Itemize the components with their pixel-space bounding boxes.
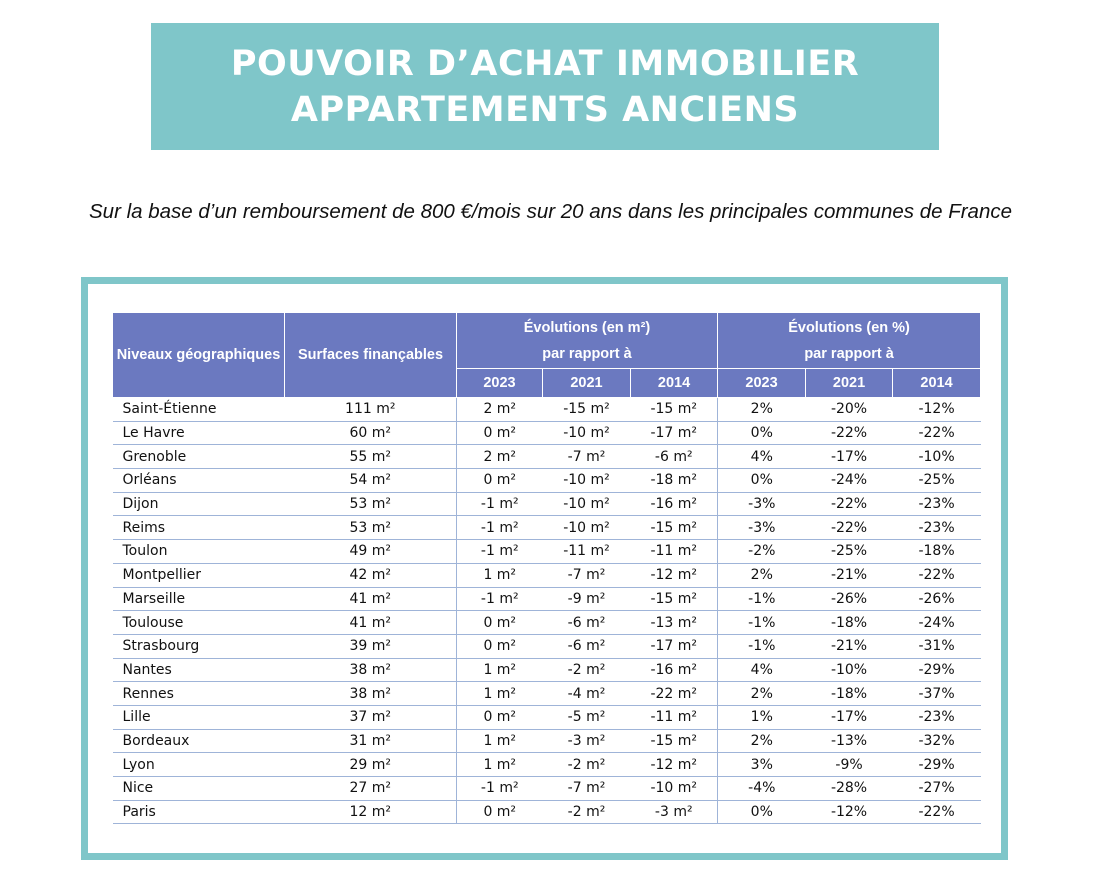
- city-cell: Lille: [113, 705, 285, 729]
- city-cell: Lyon: [113, 753, 285, 777]
- evol-m2-2014-cell: -16 m²: [631, 492, 718, 516]
- surface-cell: 12 m²: [285, 800, 457, 824]
- city-cell: Marseille: [113, 587, 285, 611]
- header-year: 2021: [806, 369, 893, 398]
- header-evolution-m2: [457, 313, 718, 369]
- evol-pct-2023-cell: 0%: [718, 421, 806, 445]
- evol-m2-2023-cell: 1 m²: [457, 563, 543, 587]
- evol-m2-2023-cell: -1 m²: [457, 777, 543, 801]
- surface-cell: 53 m²: [285, 492, 457, 516]
- table-row: [113, 682, 981, 706]
- evol-m2-2023-cell: 0 m²: [457, 421, 543, 445]
- evol-m2-2021-cell: -11 m²: [543, 540, 631, 564]
- table-row: [113, 398, 981, 422]
- evol-pct-2023-cell: 2%: [718, 398, 806, 422]
- evol-m2-2021-cell: -10 m²: [543, 492, 631, 516]
- evol-pct-2021-cell: -10%: [806, 658, 893, 682]
- evol-m2-2021-cell: -4 m²: [543, 682, 631, 706]
- evol-pct-2021-cell: -26%: [806, 587, 893, 611]
- evol-m2-2023-cell: 1 m²: [457, 729, 543, 753]
- evol-pct-2014-cell: -27%: [893, 777, 981, 801]
- evol-pct-2021-cell: -21%: [806, 563, 893, 587]
- table-row: [113, 753, 981, 777]
- surface-cell: 41 m²: [285, 611, 457, 635]
- evol-pct-2021-cell: -12%: [806, 800, 893, 824]
- table-row: [113, 540, 981, 564]
- evol-pct-2021-cell: -22%: [806, 492, 893, 516]
- table-row: [113, 445, 981, 469]
- city-cell: Dijon: [113, 492, 285, 516]
- evol-pct-2023-cell: -3%: [718, 492, 806, 516]
- evol-pct-2023-cell: 1%: [718, 705, 806, 729]
- evol-pct-2023-cell: 3%: [718, 753, 806, 777]
- evol-pct-2023-cell: -1%: [718, 587, 806, 611]
- evol-m2-2021-cell: -10 m²: [543, 469, 631, 493]
- evol-m2-2014-cell: -13 m²: [631, 611, 718, 635]
- city-cell: Nantes: [113, 658, 285, 682]
- evol-pct-2021-cell: -18%: [806, 682, 893, 706]
- evol-pct-2023-cell: -3%: [718, 516, 806, 540]
- evol-m2-2021-cell: -2 m²: [543, 753, 631, 777]
- header-year: 2023: [718, 369, 806, 398]
- city-cell: Saint-Étienne: [113, 398, 285, 422]
- evol-m2-2023-cell: 0 m²: [457, 800, 543, 824]
- evol-m2-2014-cell: -15 m²: [631, 587, 718, 611]
- surface-cell: 31 m²: [285, 729, 457, 753]
- header-evolution-pct-line-1: Évolutions (en %): [788, 319, 910, 336]
- evol-m2-2021-cell: -10 m²: [543, 421, 631, 445]
- surface-cell: 39 m²: [285, 634, 457, 658]
- city-cell: Orléans: [113, 469, 285, 493]
- city-cell: Toulon: [113, 540, 285, 564]
- surface-cell: 27 m²: [285, 777, 457, 801]
- evol-m2-2021-cell: -7 m²: [543, 445, 631, 469]
- evol-m2-2023-cell: 0 m²: [457, 634, 543, 658]
- city-cell: Bordeaux: [113, 729, 285, 753]
- evol-pct-2014-cell: -23%: [893, 705, 981, 729]
- evol-m2-2014-cell: -11 m²: [631, 540, 718, 564]
- evol-m2-2021-cell: -2 m²: [543, 658, 631, 682]
- surface-cell: 49 m²: [285, 540, 457, 564]
- evol-m2-2021-cell: -6 m²: [543, 634, 631, 658]
- header-year: 2021: [543, 369, 631, 398]
- city-cell: Montpellier: [113, 563, 285, 587]
- table-row: [113, 705, 981, 729]
- evol-pct-2014-cell: -37%: [893, 682, 981, 706]
- evol-m2-2023-cell: 1 m²: [457, 658, 543, 682]
- evol-m2-2014-cell: -17 m²: [631, 634, 718, 658]
- evol-m2-2014-cell: -15 m²: [631, 729, 718, 753]
- table-row: [113, 421, 981, 445]
- evol-m2-2014-cell: -17 m²: [631, 421, 718, 445]
- surface-cell: 42 m²: [285, 563, 457, 587]
- evol-pct-2014-cell: -18%: [893, 540, 981, 564]
- evol-m2-2023-cell: -1 m²: [457, 587, 543, 611]
- evol-pct-2021-cell: -24%: [806, 469, 893, 493]
- evol-m2-2014-cell: -15 m²: [631, 516, 718, 540]
- header-evolution-pct-line-2: par rapport à: [804, 345, 894, 362]
- evol-pct-2014-cell: -31%: [893, 634, 981, 658]
- evol-m2-2021-cell: -5 m²: [543, 705, 631, 729]
- evol-m2-2014-cell: -18 m²: [631, 469, 718, 493]
- evol-pct-2021-cell: -18%: [806, 611, 893, 635]
- evol-m2-2021-cell: -15 m²: [543, 398, 631, 422]
- evol-pct-2014-cell: -26%: [893, 587, 981, 611]
- evol-m2-2014-cell: -11 m²: [631, 705, 718, 729]
- evol-pct-2023-cell: 0%: [718, 800, 806, 824]
- evol-m2-2014-cell: -3 m²: [631, 800, 718, 824]
- evol-m2-2023-cell: -1 m²: [457, 492, 543, 516]
- surface-cell: 37 m²: [285, 705, 457, 729]
- evol-pct-2014-cell: -25%: [893, 469, 981, 493]
- evol-m2-2023-cell: 2 m²: [457, 398, 543, 422]
- city-cell: Nice: [113, 777, 285, 801]
- evol-m2-2014-cell: -12 m²: [631, 753, 718, 777]
- table-row: [113, 800, 981, 824]
- table-row: [113, 492, 981, 516]
- evol-pct-2023-cell: -1%: [718, 611, 806, 635]
- evol-pct-2021-cell: -25%: [806, 540, 893, 564]
- header-evolution-pct: [718, 313, 981, 369]
- surface-cell: 38 m²: [285, 658, 457, 682]
- evol-m2-2023-cell: -1 m²: [457, 540, 543, 564]
- surface-cell: 38 m²: [285, 682, 457, 706]
- data-table: [112, 312, 981, 824]
- evol-m2-2021-cell: -6 m²: [543, 611, 631, 635]
- header-year: 2014: [631, 369, 718, 398]
- evol-pct-2021-cell: -17%: [806, 445, 893, 469]
- evol-pct-2023-cell: 0%: [718, 469, 806, 493]
- surface-cell: 111 m²: [285, 398, 457, 422]
- subtitle: Sur la base d’un remboursement de 800 €/mois sur 20 ans dans les principales communes de France: [89, 200, 1012, 223]
- evol-pct-2014-cell: -22%: [893, 421, 981, 445]
- banner-title-line-2: APPARTEMENTS ANCIENS: [290, 89, 800, 130]
- evol-pct-2023-cell: 4%: [718, 445, 806, 469]
- evol-pct-2021-cell: -17%: [806, 705, 893, 729]
- evol-m2-2021-cell: -7 m²: [543, 563, 631, 587]
- table-row: [113, 729, 981, 753]
- header-year: 2023: [457, 369, 543, 398]
- evol-pct-2021-cell: -28%: [806, 777, 893, 801]
- evol-pct-2014-cell: -23%: [893, 516, 981, 540]
- city-cell: Paris: [113, 800, 285, 824]
- surface-cell: 53 m²: [285, 516, 457, 540]
- evol-pct-2023-cell: -2%: [718, 540, 806, 564]
- evol-m2-2014-cell: -12 m²: [631, 563, 718, 587]
- city-cell: Strasbourg: [113, 634, 285, 658]
- evol-m2-2023-cell: -1 m²: [457, 516, 543, 540]
- evol-m2-2014-cell: -15 m²: [631, 398, 718, 422]
- city-cell: Rennes: [113, 682, 285, 706]
- evol-pct-2023-cell: 2%: [718, 682, 806, 706]
- evol-pct-2021-cell: -21%: [806, 634, 893, 658]
- evol-pct-2014-cell: -10%: [893, 445, 981, 469]
- evol-m2-2021-cell: -7 m²: [543, 777, 631, 801]
- evol-m2-2014-cell: -16 m²: [631, 658, 718, 682]
- evol-m2-2021-cell: -3 m²: [543, 729, 631, 753]
- evol-pct-2014-cell: -22%: [893, 800, 981, 824]
- table-row: [113, 516, 981, 540]
- header-evolution-m2-line-1: Évolutions (en m²): [523, 319, 651, 336]
- table-row: [113, 469, 981, 493]
- evol-pct-2023-cell: -1%: [718, 634, 806, 658]
- evol-pct-2014-cell: -29%: [893, 658, 981, 682]
- table-body: [113, 398, 981, 824]
- table-row: [113, 634, 981, 658]
- evol-m2-2023-cell: 0 m²: [457, 469, 543, 493]
- title-banner: [151, 23, 939, 150]
- table-row: [113, 658, 981, 682]
- evol-pct-2014-cell: -24%: [893, 611, 981, 635]
- surface-cell: 29 m²: [285, 753, 457, 777]
- evol-m2-2023-cell: 2 m²: [457, 445, 543, 469]
- evol-pct-2021-cell: -13%: [806, 729, 893, 753]
- table-row: [113, 611, 981, 635]
- surface-cell: 54 m²: [285, 469, 457, 493]
- evol-pct-2021-cell: -22%: [806, 516, 893, 540]
- evol-pct-2014-cell: -23%: [893, 492, 981, 516]
- evol-m2-2014-cell: -6 m²: [631, 445, 718, 469]
- city-cell: Le Havre: [113, 421, 285, 445]
- evol-m2-2014-cell: -10 m²: [631, 777, 718, 801]
- evol-m2-2023-cell: 1 m²: [457, 753, 543, 777]
- evol-pct-2014-cell: -22%: [893, 563, 981, 587]
- surface-cell: 55 m²: [285, 445, 457, 469]
- evol-pct-2014-cell: -29%: [893, 753, 981, 777]
- city-cell: Reims: [113, 516, 285, 540]
- evol-m2-2021-cell: -9 m²: [543, 587, 631, 611]
- table-row: [113, 563, 981, 587]
- surface-cell: 60 m²: [285, 421, 457, 445]
- evol-m2-2021-cell: -10 m²: [543, 516, 631, 540]
- evol-m2-2023-cell: 1 m²: [457, 682, 543, 706]
- evol-m2-2023-cell: 0 m²: [457, 705, 543, 729]
- evol-pct-2021-cell: -9%: [806, 753, 893, 777]
- evol-pct-2023-cell: 4%: [718, 658, 806, 682]
- city-cell: Toulouse: [113, 611, 285, 635]
- city-cell: Grenoble: [113, 445, 285, 469]
- evol-pct-2014-cell: -12%: [893, 398, 981, 422]
- header-year: 2014: [893, 369, 981, 398]
- evol-pct-2023-cell: 2%: [718, 563, 806, 587]
- header-evolution-m2-line-2: par rapport à: [542, 345, 632, 362]
- header-surfaces: Surfaces finançables: [285, 313, 457, 398]
- table-row: [113, 777, 981, 801]
- evol-m2-2023-cell: 0 m²: [457, 611, 543, 635]
- header-levels: Niveaux géographiques: [113, 313, 285, 398]
- evol-m2-2014-cell: -22 m²: [631, 682, 718, 706]
- evol-pct-2021-cell: -22%: [806, 421, 893, 445]
- banner-title-line-1: POUVOIR D’ACHAT IMMOBILIER: [230, 43, 860, 84]
- evol-pct-2023-cell: -4%: [718, 777, 806, 801]
- evol-pct-2021-cell: -20%: [806, 398, 893, 422]
- surface-cell: 41 m²: [285, 587, 457, 611]
- evol-pct-2014-cell: -32%: [893, 729, 981, 753]
- evol-pct-2023-cell: 2%: [718, 729, 806, 753]
- evol-m2-2021-cell: -2 m²: [543, 800, 631, 824]
- table-row: [113, 587, 981, 611]
